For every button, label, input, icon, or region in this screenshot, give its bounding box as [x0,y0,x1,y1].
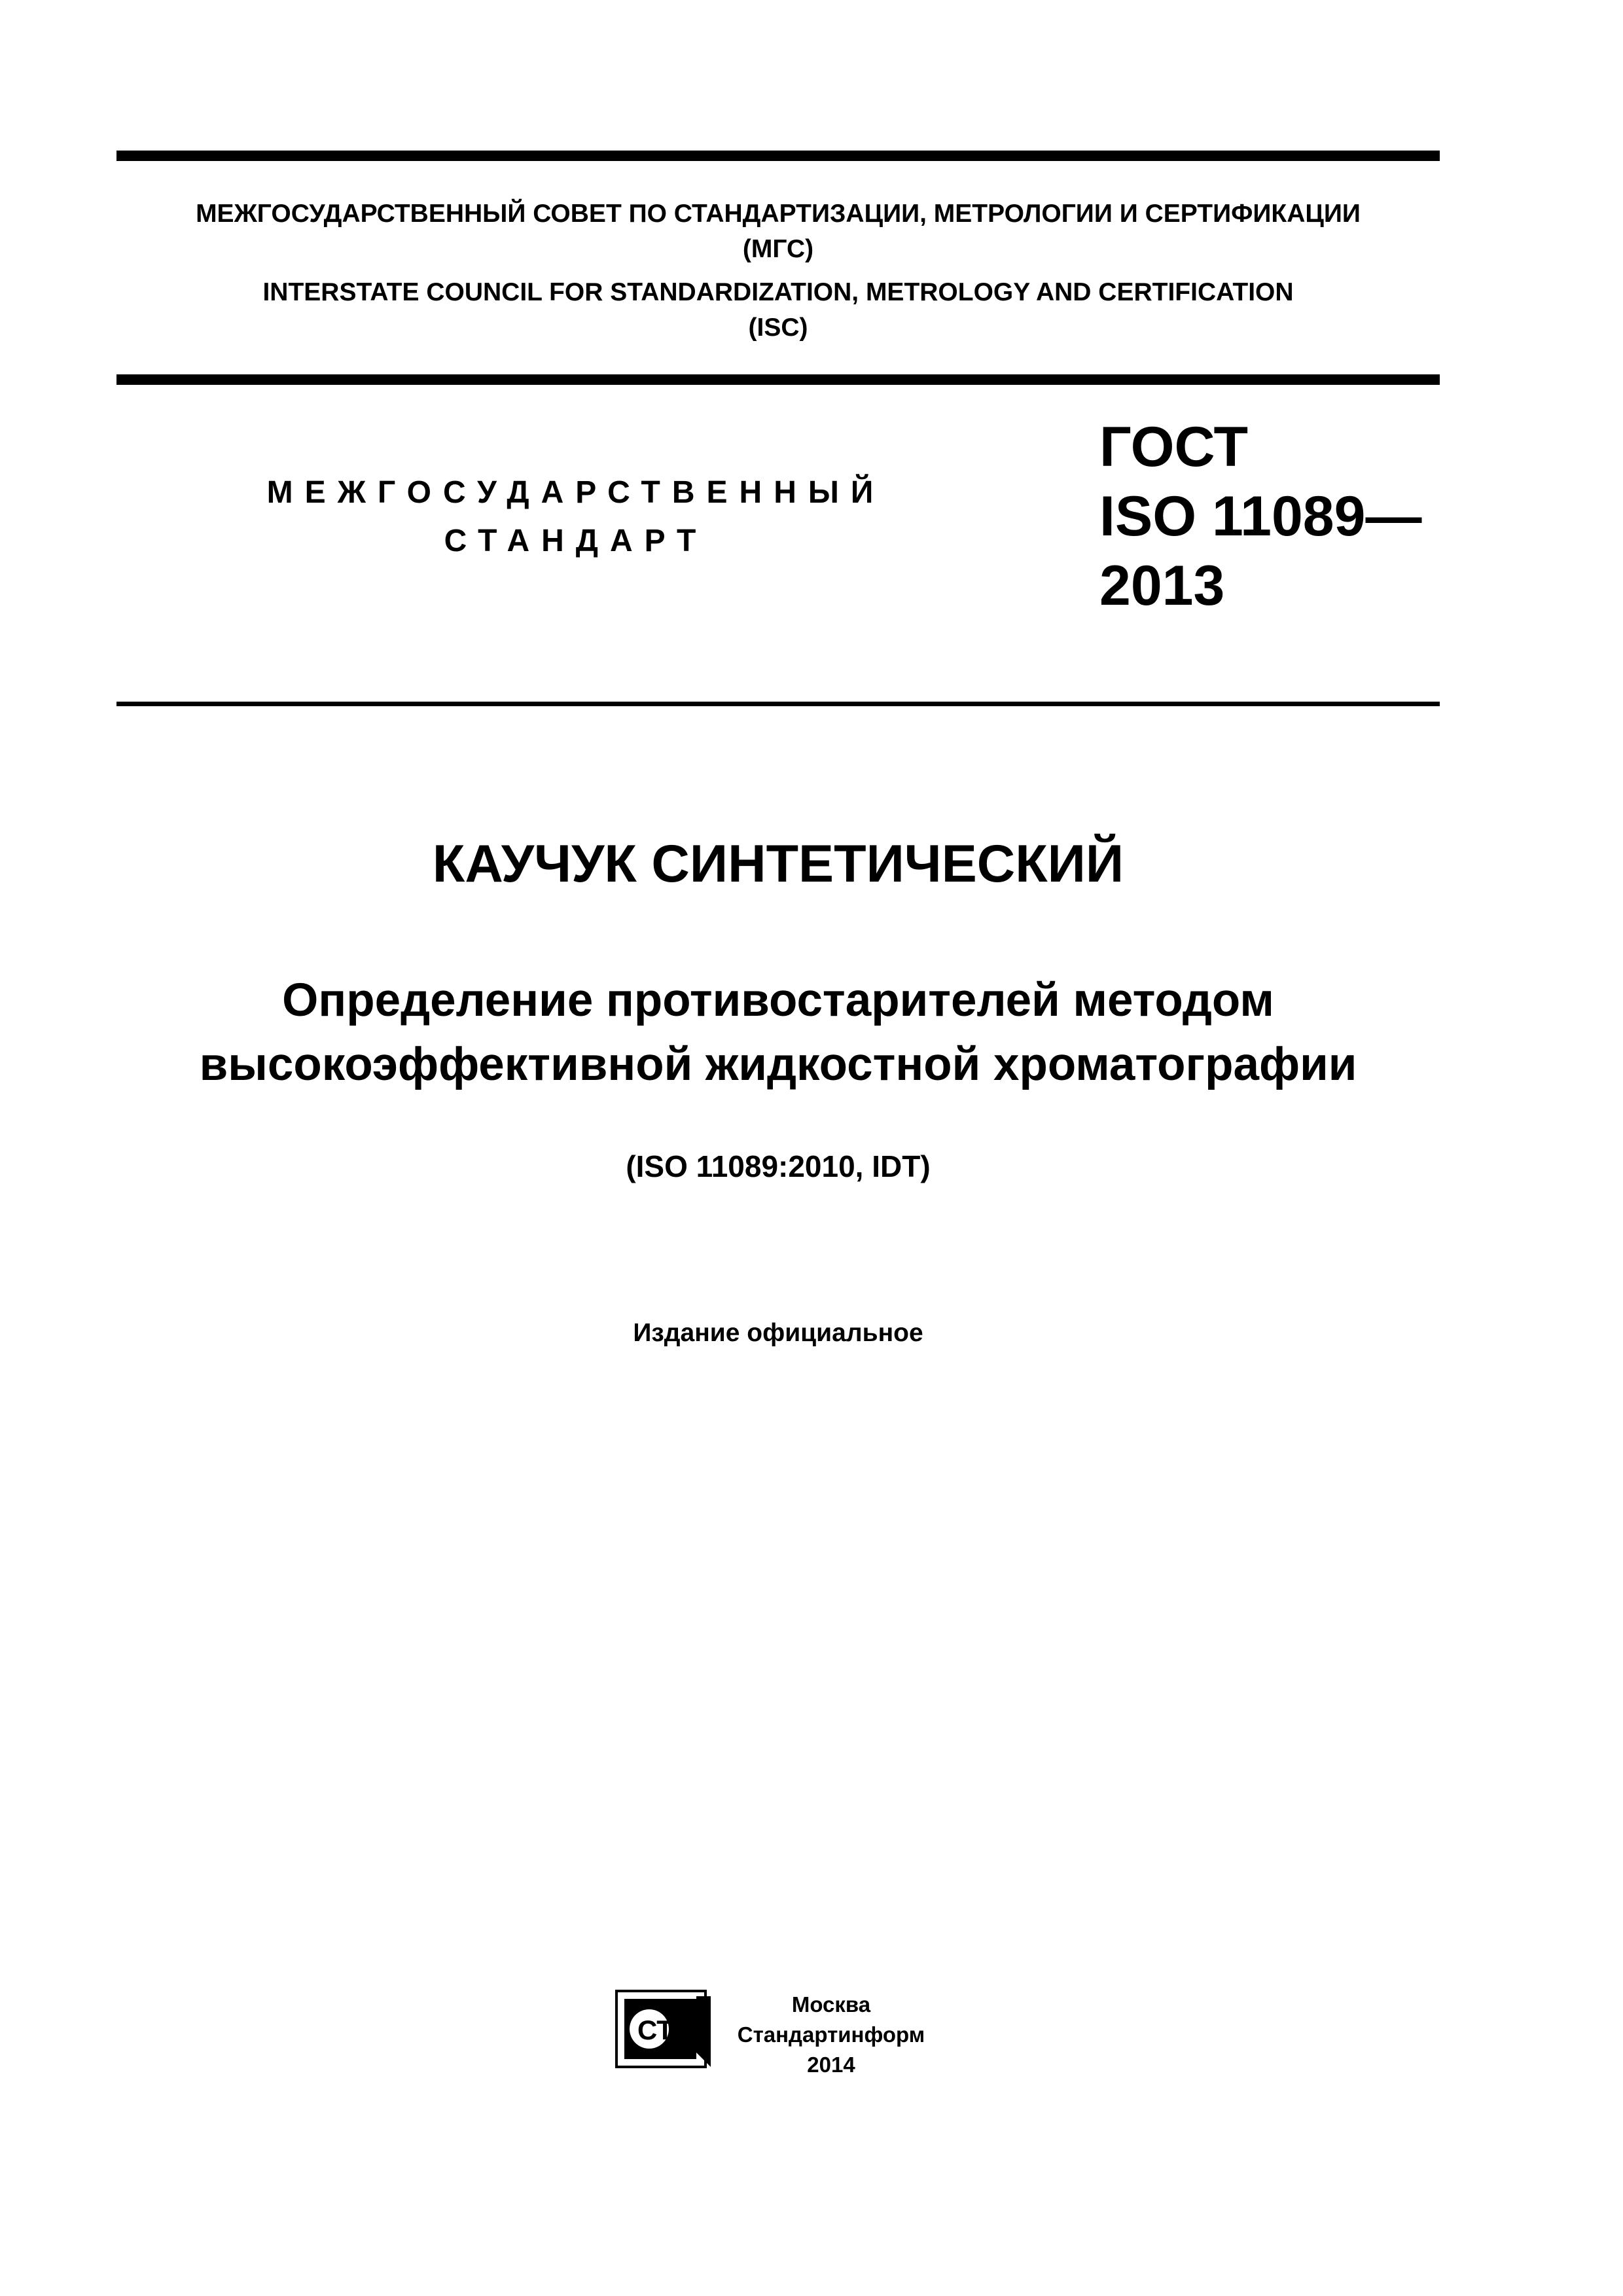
top-divider [116,151,1440,161]
council-name-ru [116,196,1440,267]
council-name-en [116,275,1440,346]
logo-letters: СТИ [637,2015,694,2045]
header-divider [116,374,1440,385]
document-subtitle-line1: Определение противостарителей методом [282,975,1274,1026]
standartinform-logo-icon [615,1990,713,2070]
iso-reference: (ISO 11089:2010, IDT) [626,1149,931,1183]
council-name-en-line1: INTERSTATE COUNCIL FOR STANDARDIZATION, METROLOGY AND CERTIFICATION [262,278,1294,306]
standard-kind-line2: СТАНДАРТ [444,524,708,558]
gost-designation [1099,412,1421,620]
gost-label: ГОСТ [1099,416,1249,478]
edition-label: Издание официальное [633,1319,923,1347]
designation-divider [116,702,1440,706]
document-subtitle [116,969,1440,1097]
publisher-year: 2014 [807,2053,855,2077]
publisher-city: Москва [791,1992,871,2017]
council-abbr-en: (ISC) [748,314,808,342]
standard-kind [249,469,903,565]
standard-kind-line1: МЕЖГОСУДАРСТВЕННЫЙ [266,475,885,510]
publisher-block [720,1990,942,2080]
council-abbr-ru: (МГС) [742,235,814,263]
council-name-ru-line1: МЕЖГОСУДАРСТВЕННЫЙ СОВЕТ ПО СТАНДАРТИЗАЦИИ, МЕТРОЛОГИИ И СЕРТИФИКАЦИИ [196,200,1361,228]
gost-year: 2013 [1099,554,1225,617]
document-title: КАУЧУК СИНТЕТИЧЕСКИЙ [432,834,1124,893]
gost-number: ISO 11089— [1099,485,1422,548]
document-subtitle-line2: высокоэффективной жидкостной хроматографии [199,1039,1357,1090]
publisher-name: Стандартинформ [737,2022,925,2047]
